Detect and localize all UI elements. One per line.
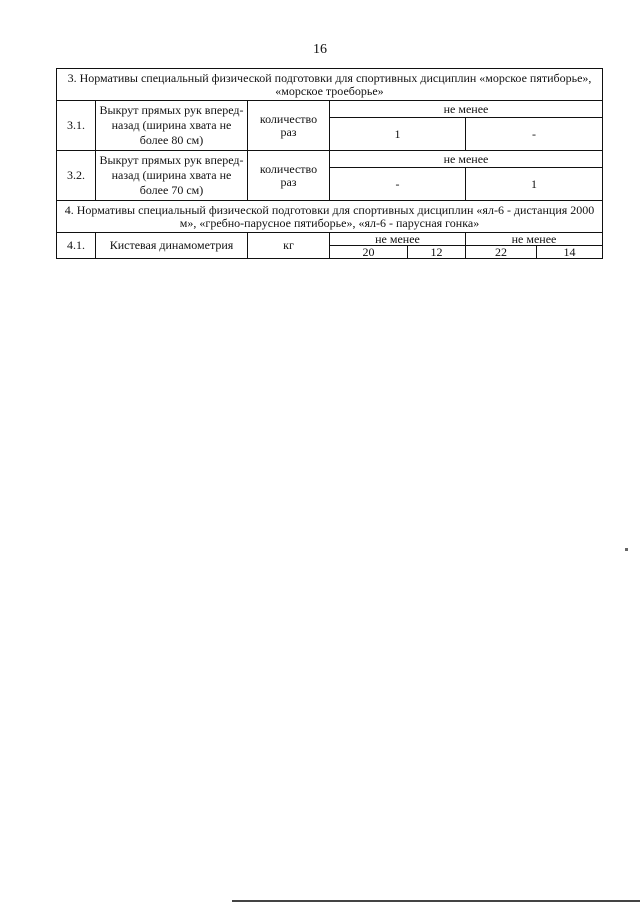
table-row bbox=[57, 151, 603, 168]
exercise-name: Выкрут прямых рук вперед-назад (ширина хвата не более 70 см) bbox=[96, 151, 248, 201]
unit-cell: количество раз bbox=[248, 151, 330, 201]
norm-label: не менее bbox=[330, 233, 466, 246]
section-4-header-row bbox=[57, 201, 603, 233]
section-3-header-row bbox=[57, 69, 603, 101]
unit-cell: кг bbox=[248, 233, 330, 259]
row-number: 3.1. bbox=[57, 101, 96, 151]
value-cell: 14 bbox=[537, 246, 603, 259]
section-3-title: 3. Нормативы специальный физической подготовки для спортивных дисциплин «морское пятиборье», «морское троеборье» bbox=[57, 69, 603, 101]
norm-label: не менее bbox=[466, 233, 603, 246]
table-row bbox=[57, 101, 603, 118]
exercise-name: Выкрут прямых рук вперед-назад (ширина хвата не более 80 см) bbox=[96, 101, 248, 151]
exercise-name: Кистевая динамометрия bbox=[96, 233, 248, 259]
value-cell: - bbox=[466, 118, 603, 151]
norms-table bbox=[56, 68, 603, 259]
unit-cell: количество раз bbox=[248, 101, 330, 151]
section-4-title: 4. Нормативы специальный физической подготовки для спортивных дисциплин «ял-6 - дистанция 2000 м», «гребно-парусное пятиборье», «ял-6 - парусная гонка» bbox=[57, 201, 603, 233]
row-number: 3.2. bbox=[57, 151, 96, 201]
norm-label: не менее bbox=[330, 101, 603, 118]
table-row bbox=[57, 233, 603, 246]
norm-label: не менее bbox=[330, 151, 603, 168]
page-number: 16 bbox=[313, 42, 327, 57]
value-cell: - bbox=[330, 168, 466, 201]
value-cell: 22 bbox=[466, 246, 537, 259]
row-number: 4.1. bbox=[57, 233, 96, 259]
scan-edge-line bbox=[232, 900, 640, 902]
value-cell: 20 bbox=[330, 246, 408, 259]
value-cell: 12 bbox=[408, 246, 466, 259]
value-cell: 1 bbox=[330, 118, 466, 151]
scan-speck bbox=[625, 548, 628, 551]
value-cell: 1 bbox=[466, 168, 603, 201]
